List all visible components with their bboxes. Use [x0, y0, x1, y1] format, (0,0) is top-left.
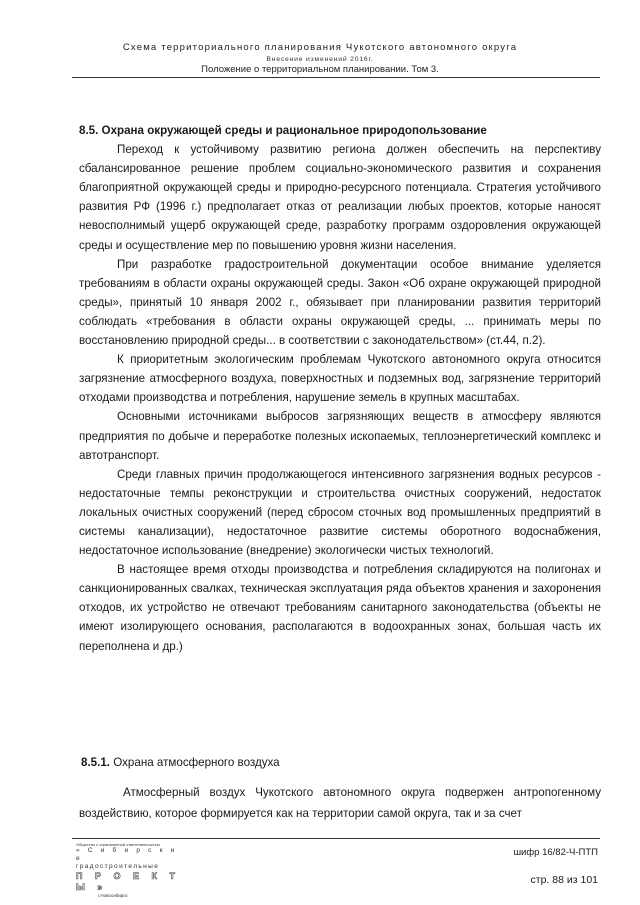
paragraph: Основными источниками выбросов загрязняющих веществ в атмосферу являются предприятия по добыче и переработке полезных ископаемых, теплоэнергетический комплекс и автотранспорт.: [79, 410, 601, 462]
paragraph: К приоритетным экологическим проблемам Чукотского автономного округа относится загрязнение атмосферного воздуха, поверхностных и подземных вод, загрязнение территорий отходами производства и потребления, нарушение земель в крупных масштабах.: [79, 353, 601, 405]
header-revision: Внесение изменений 2016г.: [266, 56, 374, 63]
logo-name-2: градостроительные: [76, 863, 160, 870]
paragraph: Переход к устойчивому развитию региона должен обеспечить на перспективу сбалансированное решение проблем социально-экономического развития и сохранения благоприятной окружающей среды и природно-ресурсного потенциала. Стратегия устойчивого развития РФ (1996 г.) предполагает отказ от реализации любых проектов, которые наносят невосполнимый ущерб окружающей среде, разработку программ оздоровления окружающей среды и осуществление мер по повышению уровня жизни населения.: [79, 143, 601, 252]
page-number: стр. 88 из 101: [530, 874, 598, 886]
document-cipher: шифр 16/82-Ч-ПТП: [513, 847, 598, 858]
section-heading: 8.5. Охрана окружающей среды и рациональное природопользование: [79, 124, 487, 137]
subsection-number: 8.5.1.: [81, 756, 111, 769]
paragraph: В настоящее время отходы производства и потребления складируются на полигонах и санкционированных свалках, техническая эксплуатация ряда объектов хранения и захоронения отходов, их устройство не отвечают требованиям санитарного законодательства (объекты не имеют изолирующего основания, располагаются в водоохранных зонах, большая часть их переполнена и др.): [79, 563, 601, 653]
logo-legal-form: Общество с ограниченной ответственностью: [76, 842, 160, 847]
subsection-body: [79, 782, 601, 824]
footer-divider: [72, 838, 600, 839]
logo-name-3: П Р О Е К Т Ы »: [76, 871, 180, 892]
header-volume: Положение о территориальном планировании. Том 3.: [201, 64, 439, 75]
paragraph: Атмосферный воздух Чукотского автономного округа подвержен антропогенному воздействию, которое формируется как на территории самой округа, так и за счет: [79, 786, 601, 820]
logo-city: г.Новосибирск: [98, 893, 128, 898]
header-divider: [72, 77, 600, 78]
section-body: [79, 121, 601, 656]
header-title: Схема территориального планирования Чукотского автономного округа: [122, 42, 518, 53]
paragraph: При разработке градостроительной документации особое внимание уделяется требованиям в области охраны окружающей среды. Закон «Об охране окружающей природной среды», принятый 10 января 2002 г., обязывает при планировании развития территорий соблюдать «требования в области охраны окружающей среды, ... принимать меры по восстановлению природной среды... в соответствии с законодательством» (ст.44, п.2).: [79, 257, 601, 348]
company-logo: [76, 842, 186, 899]
subsection-title: Охрана атмосферного воздуха: [113, 756, 280, 769]
paragraph: Среди главных причин продолжающегося интенсивного загрязнения водных ресурсов - недостаточные темпы реконструкции и строительства очистных сооружений, недостаток локальных очистных сооружений (перед сбросом сточных вод промышленных предприятий в системы канализации), недостаточное развитие системы оборотного водоснабжения, недостаточное использование (внедрение) экологически чистых технологий.: [79, 467, 601, 558]
subsection-heading: [81, 753, 280, 772]
logo-name-1: « С и б и р с к и е: [76, 847, 178, 862]
